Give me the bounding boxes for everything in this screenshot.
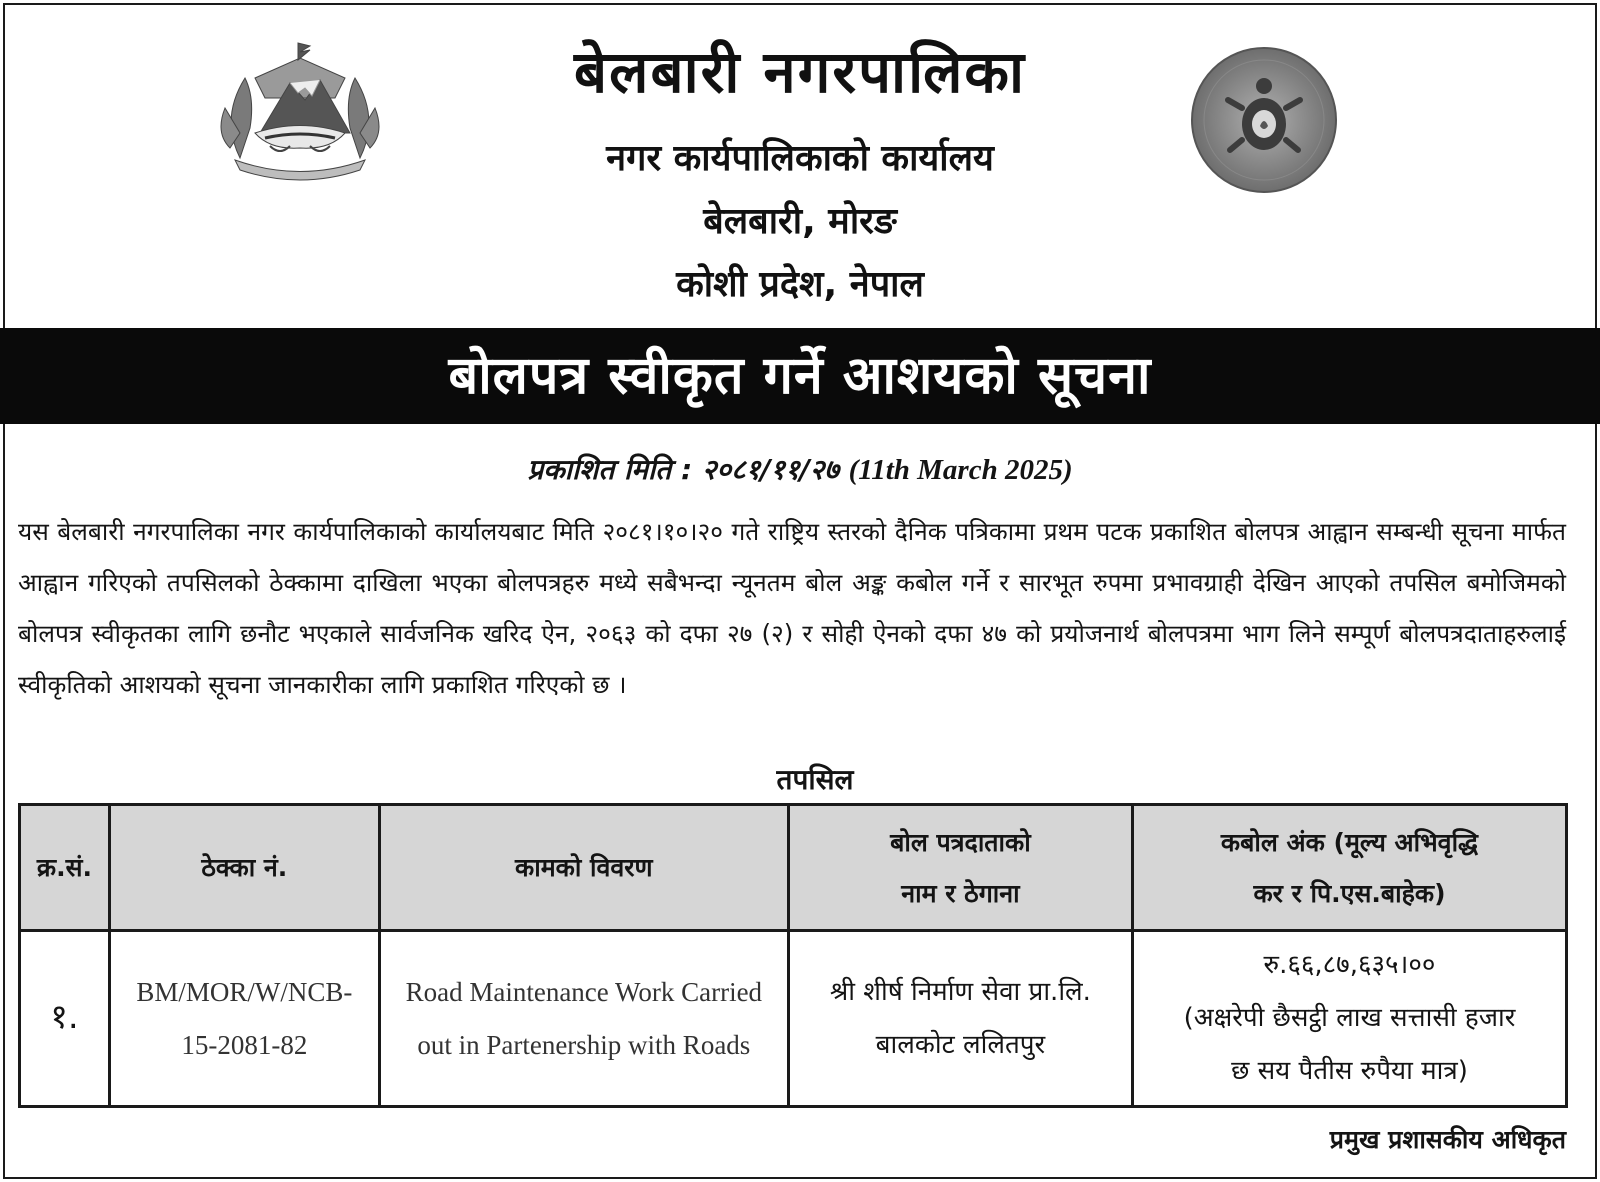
published-date-english: (11th March 2025) <box>848 454 1073 486</box>
cell-sn <box>20 931 110 1107</box>
province-country: कोशी प्रदेश, नेपाल <box>676 264 924 305</box>
cell-bidder <box>788 931 1132 1107</box>
table-row <box>20 931 1567 1107</box>
column-header-bidder-line2: नाम र ठेगाना <box>901 878 1020 908</box>
column-header-bidder <box>788 805 1132 931</box>
column-header-amount <box>1132 805 1566 931</box>
table-header-row <box>20 805 1567 931</box>
column-header-amount-line1: कबोल अंक (मूल्य अभिवृद्धि <box>1220 827 1479 857</box>
office-location: बेलबारी, मोरङ <box>703 201 897 242</box>
work-description-line2: out in Partenership with Roads <box>417 1029 751 1060</box>
column-header-description: कामको विवरण <box>379 805 788 931</box>
notice-heading: बोलपत्र स्वीकृत गर्ने आशयको सूचना <box>448 346 1152 406</box>
bid-amount: रु.६६,८७,६३५।०० <box>1263 950 1436 980</box>
notice-body: यस बेलबारी नगरपालिका नगर कार्यपालिकाको कार्यालयबाट मिति २०८१।१०।२० गते राष्ट्रिय स्तरको दैनिक पत्रिकामा प्रथम पटक प्रकाशित बोलपत्र आह्वान सम्बन्धी सूचना मार्फत आह्वान गरिएको तपसिलको ठेक्कामा दाखिला भएका बोलपत्रहरु मध्ये सबैभन्दा न्यूनतम बोल अङ्क कबोल गर्ने र सारभूत रुपमा प्रभावग्राही देखिन आएको तपसिल बमोजिमको बोलपत्र स्वीकृतका लागि छनौट भएकाले सार्वजनिक खरिद ऐन, २०६३ को दफा २७ (२) र सोही ऐनको दफा ४७ को प्रयोजनार्थ बोलपत्रमा भाग लिने सम्पूर्ण बोलपत्रदाताहरुलाई स्वीकृतिको आशयको सूचना जानकारीका लागि प्रकाशित गरिएको छ । <box>18 517 1566 699</box>
column-header-sn: क्र.सं. <box>20 805 110 931</box>
bid-details-table <box>18 803 1568 1108</box>
notice-banner <box>0 328 1600 424</box>
published-date-nepali: प्रकाशित मिति : २०८१/११/२७ <box>527 453 839 486</box>
column-header-bidder-line1: बोल पत्रदाताको <box>890 827 1031 857</box>
bid-amount-words-line2: छ सय पैतीस रुपैया मात्र) <box>1231 1056 1468 1086</box>
bidder-name: श्री शीर्ष निर्माण सेवा प्रा.लि. <box>829 976 1091 1007</box>
serial-number: १. <box>50 996 79 1037</box>
office-name: नगर कार्यपालिकाको कार्यालय <box>606 138 994 179</box>
signatory-title: प्रमुख प्रशासकीय अधिकृत <box>1329 1125 1566 1154</box>
contract-number-line1: BM/MOR/W/NCB- <box>136 976 353 1007</box>
municipality-seal-icon <box>1190 46 1338 194</box>
column-header-amount-line2: कर र पि.एस.बाहेक) <box>1253 878 1446 908</box>
column-header-contract: ठेक्का नं. <box>109 805 379 931</box>
cell-contract <box>109 931 379 1107</box>
published-date <box>0 450 1600 488</box>
bid-amount-words-line1: (अक्षरेपी छैसट्ठी लाख सत्तासी हजार <box>1183 1003 1516 1033</box>
cell-description <box>379 931 788 1107</box>
contract-number-line2: 15-2081-82 <box>181 1029 308 1060</box>
work-description-line1: Road Maintenance Work Carried <box>405 976 763 1007</box>
notice-header <box>0 0 1600 328</box>
municipality-title: बेलबारी नगरपालिका <box>574 38 1026 106</box>
bidder-address: बालकोट ललितपुर <box>875 1029 1046 1060</box>
schedule-title: तपसिल <box>776 763 854 796</box>
cell-amount <box>1132 931 1566 1107</box>
